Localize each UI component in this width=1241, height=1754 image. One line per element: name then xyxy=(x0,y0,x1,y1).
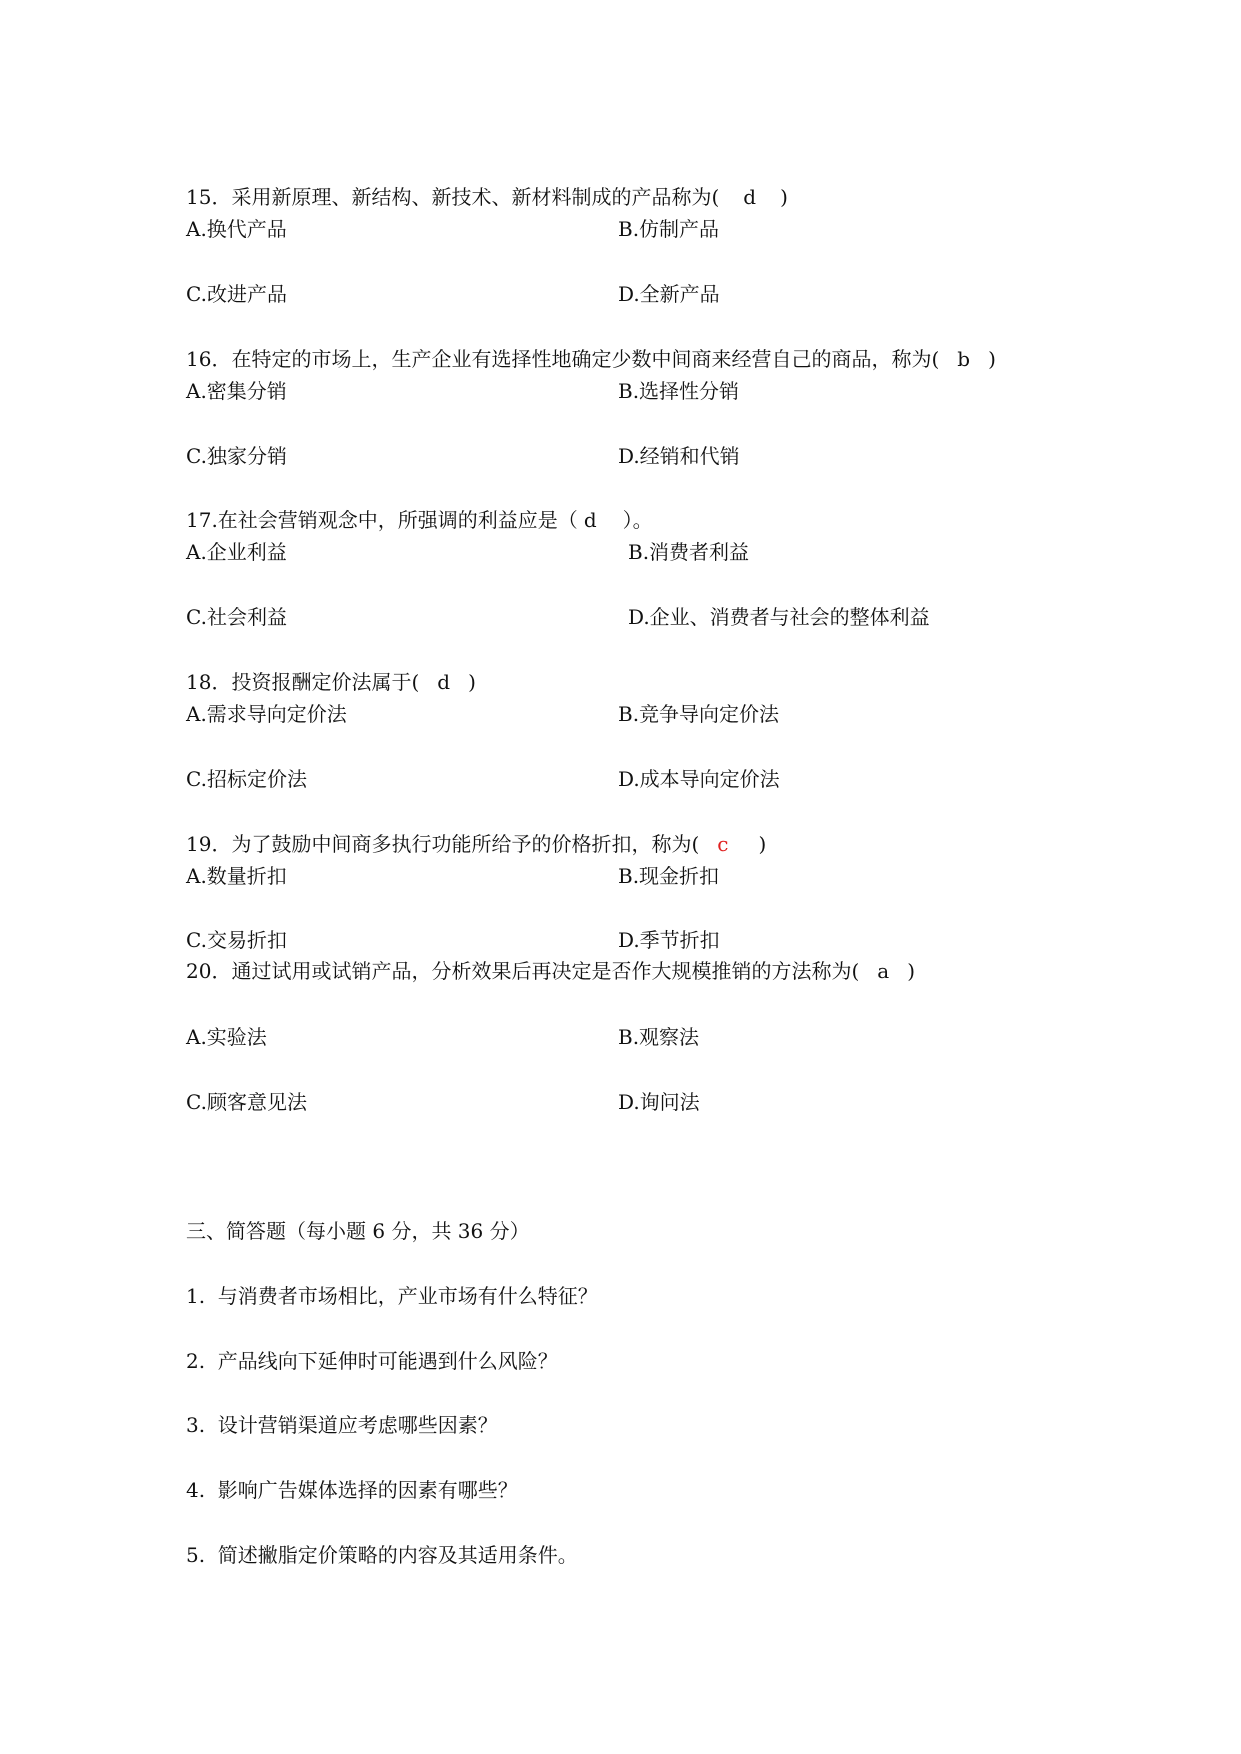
option-17-b: B.消费者利益 xyxy=(628,540,750,564)
option-18-c: C.招标定价法 xyxy=(186,767,307,791)
question-18-text: 18．投资报酬定价法属于( xyxy=(186,670,420,694)
question-15-stem xyxy=(186,184,788,210)
option-18-b: B.竞争导向定价法 xyxy=(618,702,780,726)
option-19-d: D.季节折扣 xyxy=(618,928,720,952)
option-16-d: D.经销和代销 xyxy=(618,444,740,468)
question-19-stem xyxy=(186,831,766,857)
short-answer-item-1: 1. 与消费者市场相比，产业市场有什么特征？ xyxy=(186,1284,598,1308)
option-15-a: A.换代产品 xyxy=(186,217,287,241)
option-16-c: C.独家分销 xyxy=(186,444,287,468)
option-16-a: A.密集分销 xyxy=(186,379,287,403)
question-20-answer: a xyxy=(877,959,890,983)
short-answer-item-2: 2. 产品线向下延伸时可能遇到什么风险？ xyxy=(186,1349,558,1373)
option-20-b: B.观察法 xyxy=(618,1025,700,1049)
question-17-text: 17.在社会营销观念中，所强调的利益应是（ xyxy=(186,508,578,532)
option-17-a: A.企业利益 xyxy=(186,540,287,564)
short-answer-item-5: 5. 简述撇脂定价策略的内容及其适用条件。 xyxy=(186,1543,578,1567)
question-18-stem xyxy=(186,669,476,695)
question-17-stem xyxy=(186,507,653,533)
question-19-answer: c xyxy=(717,832,729,856)
option-20-c: C.顾客意见法 xyxy=(186,1090,307,1114)
question-18-close: ) xyxy=(468,670,476,694)
option-20-a: A.实验法 xyxy=(186,1025,267,1049)
option-19-b: B.现金折扣 xyxy=(618,864,720,888)
question-15-text: 15．采用新原理、新结构、新技术、新材料制成的产品称为( xyxy=(186,185,720,209)
question-17-answer: d xyxy=(583,508,597,532)
option-17-d: D.企业、消费者与社会的整体利益 xyxy=(628,605,930,629)
question-19-close: ) xyxy=(758,832,767,856)
option-18-a: A.需求导向定价法 xyxy=(186,702,347,726)
option-15-c: C.改进产品 xyxy=(186,282,287,306)
question-17-close: ）。 xyxy=(622,508,653,532)
question-20-stem xyxy=(186,958,915,984)
question-16-text: 16．在特定的市场上，生产企业有选择性地确定少数中间商来经营自己的商品，称为( xyxy=(186,347,940,371)
question-16-close: ) xyxy=(988,347,996,371)
question-15-answer: d xyxy=(743,185,757,209)
option-19-c: C.交易折扣 xyxy=(186,928,287,952)
option-16-b: B.选择性分销 xyxy=(618,379,740,403)
section-title: 三、简答题（每小题 6 分，共 36 分） xyxy=(186,1219,530,1243)
option-20-d: D.询问法 xyxy=(618,1090,700,1114)
option-19-a: A.数量折扣 xyxy=(186,864,287,888)
question-20-close: ) xyxy=(907,959,916,983)
option-15-d: D.全新产品 xyxy=(618,282,720,306)
option-18-d: D.成本导向定价法 xyxy=(618,767,780,791)
question-20-text: 20．通过试用或试销产品，分析效果后再决定是否作大规模推销的方法称为( xyxy=(186,959,860,983)
short-answer-item-4: 4. 影响广告媒体选择的因素有哪些？ xyxy=(186,1478,518,1502)
option-15-b: B.仿制产品 xyxy=(618,217,720,241)
question-16-answer: b xyxy=(957,347,971,371)
question-18-answer: d xyxy=(437,670,451,694)
question-19-text: 19．为了鼓励中间商多执行功能所给予的价格折扣，称为( xyxy=(186,832,700,856)
question-16-stem xyxy=(186,346,996,372)
option-17-c: C.社会利益 xyxy=(186,605,287,629)
question-15-close: ) xyxy=(780,185,788,209)
short-answer-item-3: 3. 设计营销渠道应考虑哪些因素？ xyxy=(186,1413,498,1437)
